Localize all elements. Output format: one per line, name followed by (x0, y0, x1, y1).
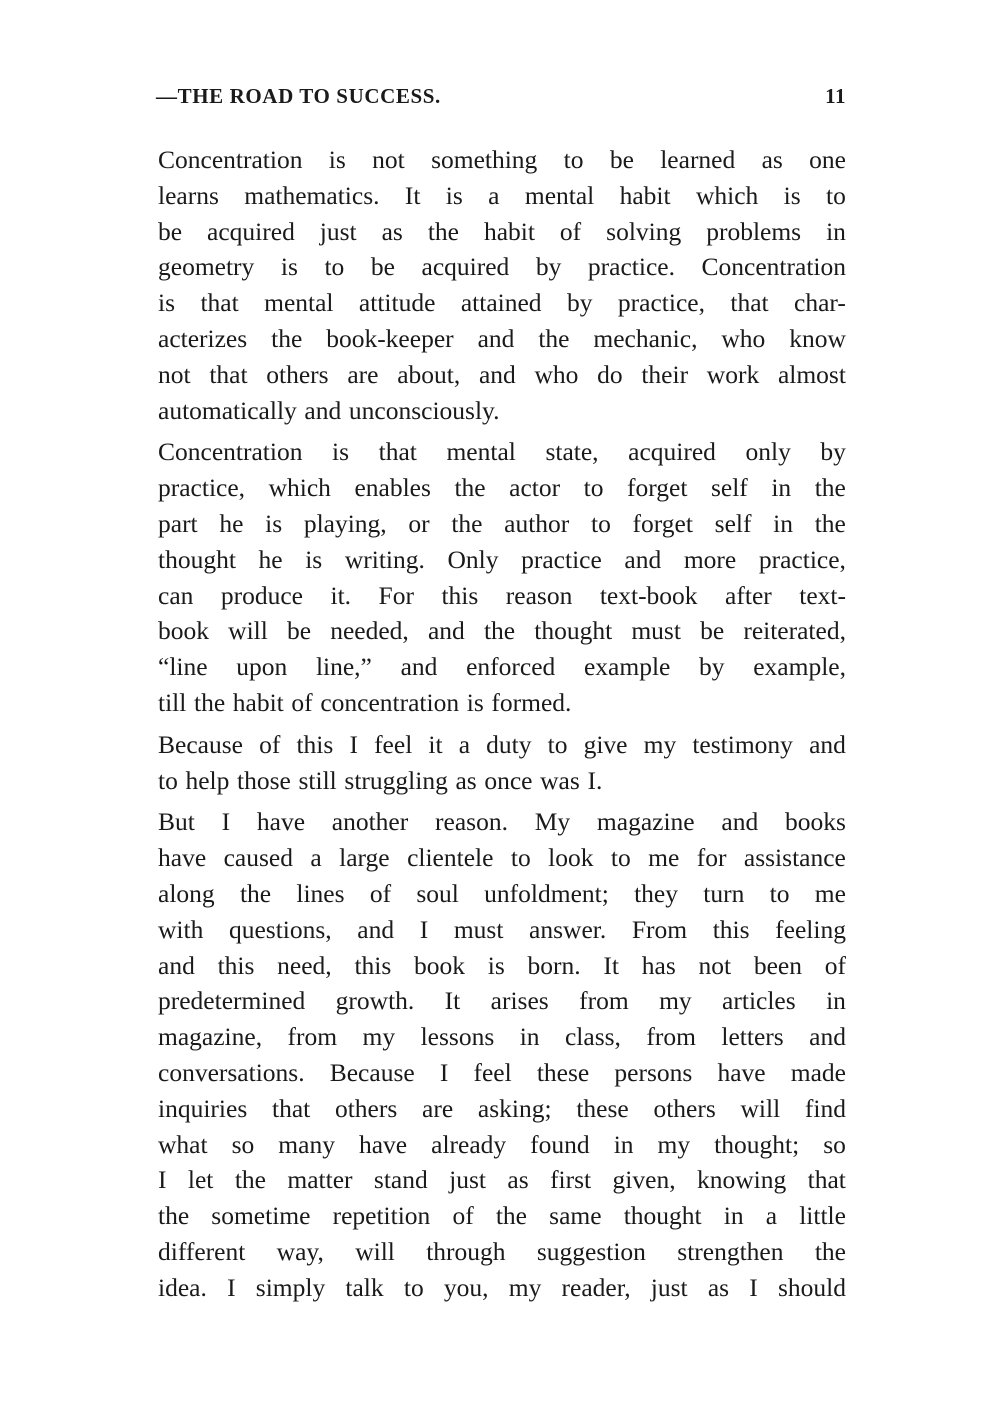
page-number: 11 (825, 84, 846, 108)
text-line: Because of this I feel it a duty to give my testimony and (158, 729, 846, 759)
text-line: book will be needed, and the thought must be reiterated, (158, 616, 846, 646)
text-line: Concentration is not something to be learned as one (158, 145, 846, 174)
text-line: till the habit of concentration is formed. (158, 687, 572, 717)
text-line: conversations. Because I feel these persons have made (158, 1057, 846, 1087)
text-line: and this need, this book is born. It has not been of (158, 950, 846, 980)
text-line: inquiries that others are asking; these others will find (158, 1093, 846, 1123)
text-line: be acquired just as the habit of solving problems in (158, 216, 846, 246)
text-line: part he is playing, or the author to forget self in the (158, 508, 846, 538)
text-line: idea. I simply talk to you, my reader, just as I should (158, 1272, 846, 1302)
paragraph (158, 804, 846, 1305)
text-line: to help those still struggling as once was I. (158, 765, 603, 795)
text-line: is that mental attitude attained by practice, that char- (158, 288, 846, 318)
text-line: what so many have already found in my thought; so (158, 1129, 846, 1159)
text-line: thought he is writing. Only practice and more practice, (158, 544, 846, 574)
paragraph (158, 142, 846, 428)
paragraph (158, 434, 846, 720)
text-line: I let the matter stand just as first given, knowing that (158, 1165, 846, 1195)
text-line: not that others are about, and who do their work almost (158, 359, 846, 389)
text-line: But I have another reason. My magazine and books (158, 807, 846, 837)
paragraph (158, 727, 846, 799)
text-line: automatically and unconsciously. (158, 395, 500, 425)
text-line: Concentration is that mental state, acquired only by (158, 437, 846, 467)
text-line: practice, which enables the actor to forget self in the (158, 473, 846, 503)
body-text (158, 142, 846, 1312)
text-line: along the lines of soul unfoldment; they turn to me (158, 878, 846, 908)
book-page (158, 0, 846, 1418)
text-line: predetermined growth. It arises from my articles in (158, 986, 846, 1016)
text-line: geometry is to be acquired by practice. Concentration (158, 252, 846, 282)
text-line: different way, will through suggestion strengthen the (158, 1236, 846, 1266)
text-line: can produce it. For this reason text-book after text- (158, 580, 846, 610)
running-head (158, 84, 846, 114)
text-line: with questions, and I must answer. From this feeling (158, 914, 846, 944)
running-title: —THE ROAD TO SUCCESS. (156, 84, 441, 108)
text-line: learns mathematics. It is a mental habit which is to (158, 180, 846, 210)
text-line: the sometime repetition of the same thought in a little (158, 1201, 846, 1231)
text-line: “line upon line,” and enforced example by example, (158, 652, 846, 682)
text-line: have caused a large clientele to look to me for assistance (158, 843, 846, 873)
text-line: acterizes the book-keeper and the mechanic, who know (158, 323, 846, 353)
text-line: magazine, from my lessons in class, from letters and (158, 1022, 846, 1052)
